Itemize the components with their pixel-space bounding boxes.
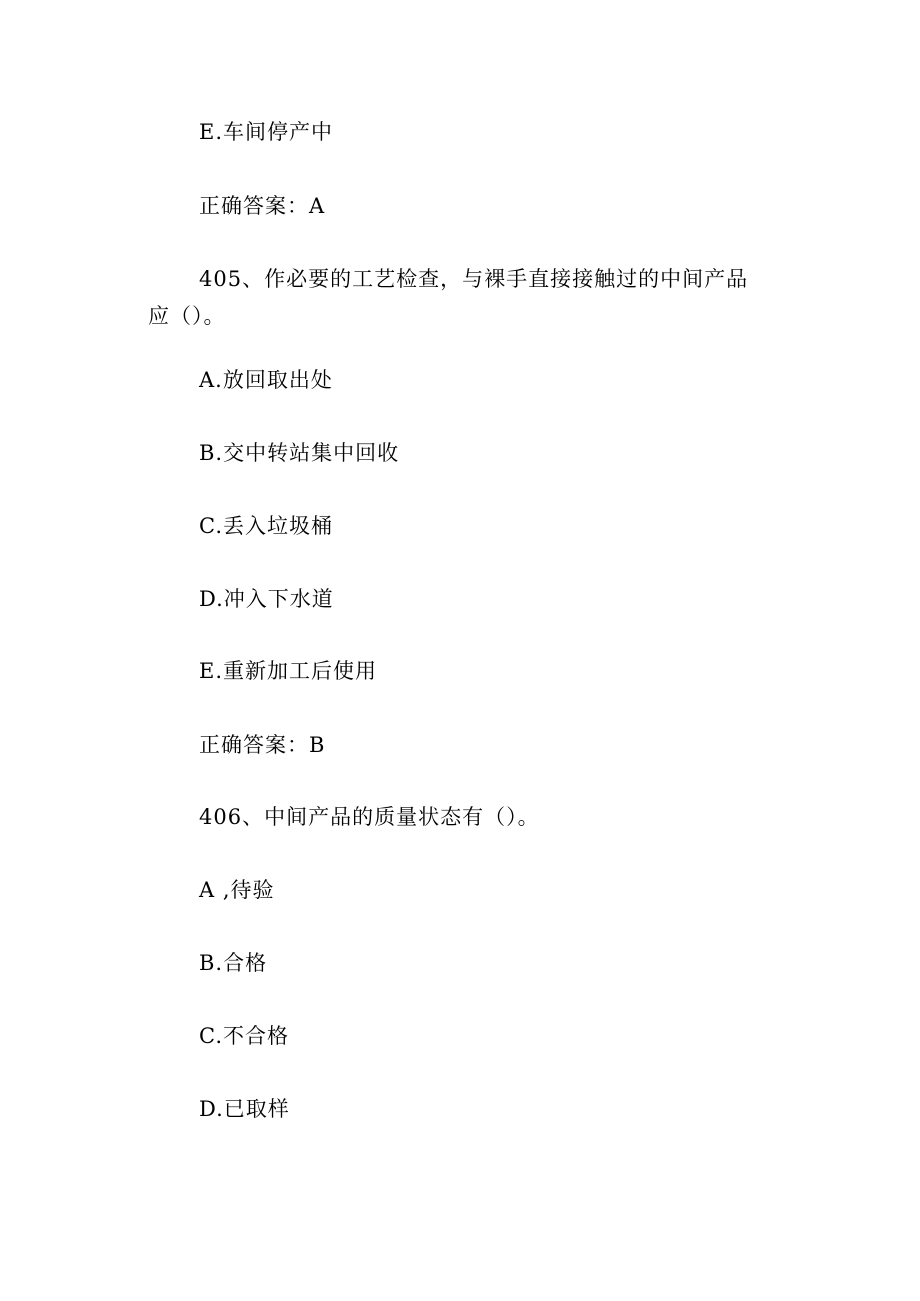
q405-option-c: C.丢入垃圾桶: [199, 514, 333, 538]
q405-stem: 405、作必要的工艺检查，与裸手直接接触过的中间产品应（）。: [148, 267, 749, 328]
q406-option-b: B.合格: [199, 951, 268, 975]
q404-option-e: E.车间停产中: [199, 120, 334, 144]
q406-option-a: A ,待验: [199, 878, 275, 902]
q405-answer: 正确答案：B: [199, 733, 326, 757]
q405-option-e: E.重新加工后使用: [199, 659, 378, 683]
q405-option-d: D.冲入下水道: [199, 587, 334, 611]
q406-option-c: C.不合格: [199, 1024, 289, 1048]
q405-option-a: A.放回取出处: [199, 368, 333, 392]
q406-option-d: D.已取样: [199, 1097, 290, 1121]
q405-option-b: B.交中转站集中回收: [199, 441, 400, 465]
q404-answer: 正确答案：A: [199, 194, 326, 218]
q406-stem: 406、中间产品的质量状态有（）。: [199, 805, 540, 829]
